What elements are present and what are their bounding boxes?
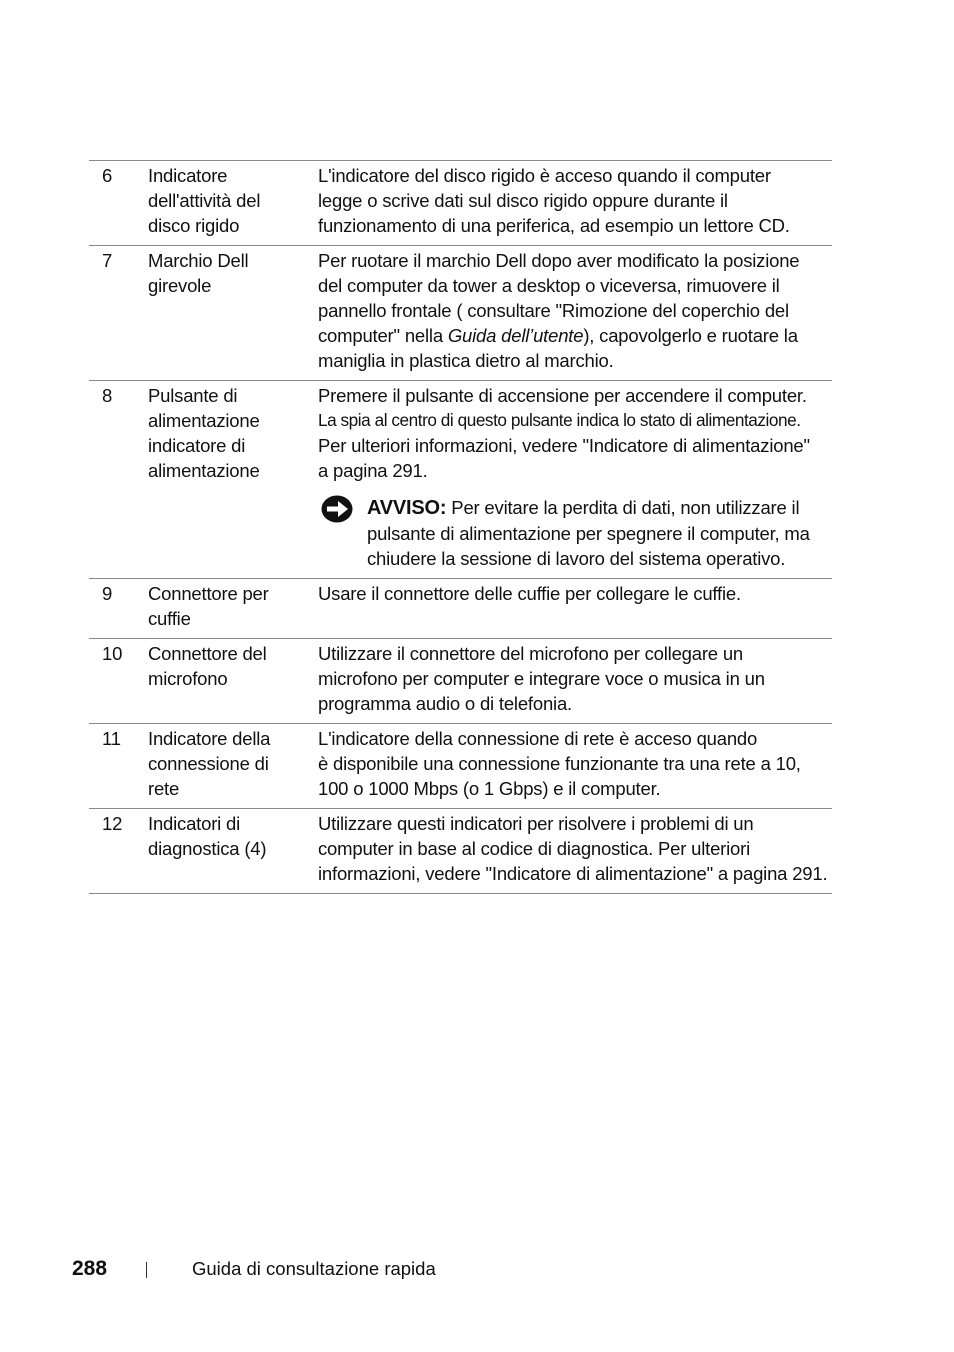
component-name: Pulsante di alimentazione indicatore di alimentazione [148, 385, 260, 481]
component-name: Connettore del microfono [148, 643, 267, 689]
document-title: Guida di consultazione rapida [192, 1258, 436, 1279]
components-table [89, 160, 832, 894]
component-description: Utilizzare il connettore del microfono per collegare un microfono per computer e integrare voce o musica in un programma audio o di telefonia. [318, 643, 765, 714]
row-number: 10 [102, 643, 123, 664]
table-row [89, 724, 832, 809]
page-number: 288 [72, 1257, 108, 1280]
row-number: 12 [102, 813, 123, 834]
component-name: Marchio Dell girevole [148, 250, 249, 296]
table-row [89, 579, 832, 639]
user-guide-title: Guida dell’utente [447, 325, 584, 346]
footer-divider [146, 1262, 147, 1278]
component-name: Indicatore della connessione di rete [148, 728, 271, 799]
row-number: 9 [102, 583, 113, 604]
notice-label: AVVISO: [367, 497, 447, 519]
component-name: Connettore per cuffie [148, 583, 269, 629]
component-description: Premere il pulsante di accensione per accendere il computer. La spia al centro di questo pulsante indica lo stato di alimentazione. Per ulteriori informazioni, vedere "Indicatore di alimentazione" a pagina 291. AVVISO: Per evitare la perdita di dati, non utilizzare il pulsante di alimentazione per spegnere il computer, ma chiudere la sessione di lavoro del sistema operativo. [318, 381, 832, 578]
table-row [89, 639, 832, 724]
component-name: Indicatori di diagnostica (4) [148, 813, 267, 859]
row-number: 7 [102, 250, 113, 271]
component-name: Indicatore dell'attività del disco rigido [148, 165, 261, 236]
component-description: L'indicatore del disco rigido è acceso quando il computer legge o scrive dati sul disco rigido oppure durante il funzionamento di una periferica, ad esempio un lettore CD. [318, 165, 790, 236]
component-description: Utilizzare questi indicatori per risolvere i problemi di un computer in base al codice di diagnostica. Per ulteriori informazioni, vedere "Indicatore di alimentazione" a pagina 291. [318, 813, 828, 884]
row-number: 6 [102, 165, 113, 186]
table-row [89, 381, 832, 579]
table-row [89, 161, 832, 246]
table-row [89, 246, 832, 381]
notice-box: AVVISO: Per evitare la perdita di dati, non utilizzare il pulsante di alimentazione per spegnere il computer, ma chiudere la sessione di lavoro del sistema operativo. [318, 495, 832, 571]
component-description: L'indicatore della connessione di rete è acceso quando è disponibile una connessione funzionante tra una rete a 10, 100 o 1000 Mbps (o 1 Gbps) e il computer. [318, 728, 801, 799]
notice-arrow-icon [321, 495, 353, 523]
component-description: Usare il connettore delle cuffie per collegare le cuffie. [318, 583, 741, 604]
row-number: 8 [102, 385, 113, 406]
row-number: 11 [102, 728, 121, 749]
component-description: Per ruotare il marchio Dell dopo aver modificato la posizione del computer da tower a desktop o viceversa, rimuovere il pannello frontale ( consultare "Rimozione del coperchio del computer" nella Guida dell’utente), capovolgerlo e ruotare la maniglia in plastica dietro al marchio. [318, 250, 800, 371]
table-row [89, 809, 832, 894]
